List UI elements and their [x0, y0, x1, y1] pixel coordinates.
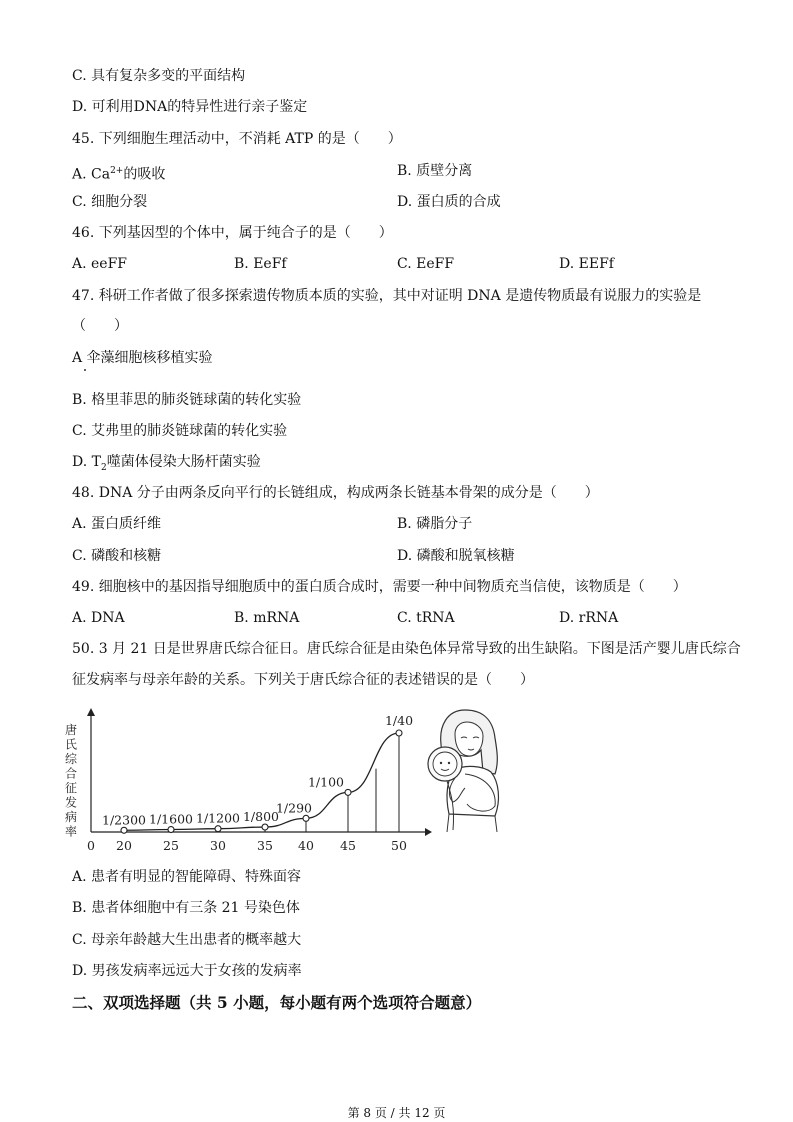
data-point	[303, 815, 309, 821]
data-label: 1/1200	[196, 810, 240, 826]
q47-option-d: D. $T_2$噬菌体侵染大肠杆菌实验	[72, 454, 261, 473]
q46-option-c: C. EeFF	[397, 256, 455, 272]
q48-option-a: A. 蛋白质纤维	[72, 516, 162, 532]
q50-stem-line2: 征发病率与母亲年龄的关系。下列关于唐氏综合征的表述错误的是（ ）	[72, 672, 534, 688]
q50-option-a: A. 患者有明显的智能障碍、特殊面容	[72, 869, 302, 885]
q45-option-d: D. 蛋白质的合成	[397, 194, 501, 210]
q48-option-d: D. 磷酸和脱氧核糖	[397, 548, 515, 564]
x-tick-label: 45	[340, 838, 356, 853]
data-point	[121, 827, 127, 833]
q47-option-c: C. 艾弗里的肺炎链球菌的转化实验	[72, 423, 288, 439]
x-tick-label: 30	[210, 838, 226, 853]
q44-option-d: D. 可利用DNA的特异性进行亲子鉴定	[72, 99, 308, 115]
data-label: 1/40	[384, 713, 414, 728]
y-axis-label-char: 合	[65, 766, 78, 781]
q47-paren: （ ）	[72, 318, 128, 334]
data-point	[168, 827, 174, 833]
q46-option-a: A. eeFF	[72, 256, 128, 272]
q49-option-a: A. DNA	[72, 610, 125, 626]
q49-stem: 49. 细胞核中的基因指导细胞质中的蛋白质合成时，需要一种中间物质充当信使，该物质是（ ）	[72, 579, 687, 595]
y-axis-label-char: 率	[65, 824, 78, 839]
q46-option-d: D. EEFf	[559, 256, 614, 272]
x-tick-label: 20	[116, 838, 132, 853]
down-syndrome-chart	[60, 700, 440, 860]
q50-stem-line1: 50. 3 月 21 日是世界唐氏综合征日。唐氏综合征是由染色体异常导致的出生缺陷。下图是活产婴儿唐氏综合	[72, 641, 741, 657]
y-axis-label-char: 发	[65, 795, 78, 810]
q49-option-b: B. mRNA	[234, 610, 300, 626]
q45-option-c: C. 细胞分裂	[72, 194, 148, 210]
data-label: 1/800	[242, 809, 280, 825]
x-tick-labels	[87, 838, 407, 853]
section-2-heading: 二、双项选择题（共 5 小题，每小题有两个选项符合题意）	[72, 993, 482, 1012]
data-point	[345, 789, 351, 795]
data-label: 1/290	[275, 800, 313, 816]
q49-option-d: D. rRNA	[559, 610, 619, 626]
y-axis-label-char: 病	[65, 810, 78, 824]
q45-option-a: A. $Ca^{2+}$的吸收	[72, 166, 166, 183]
q46-option-b: B. EeFf	[234, 256, 287, 272]
page-footer: 第 8 页 / 共 12 页	[347, 1106, 446, 1120]
q45-option-b: B. 质壁分离	[397, 163, 473, 179]
x-tick-label: 50	[391, 838, 407, 853]
data-label: 1/1600	[149, 811, 193, 827]
q47-option-a: A 伞藻细胞核移植实验	[72, 350, 213, 366]
q50-option-c: C. 母亲年龄越大生出患者的概率越大	[72, 932, 302, 948]
q46-stem: 46. 下列基因型的个体中，属于纯合子的是（ ）	[72, 225, 393, 241]
y-axis-label	[65, 722, 78, 839]
y-axis-label-char: 征	[65, 781, 78, 795]
q48-option-b: B. 磷脂分子	[397, 516, 473, 532]
y-axis-label-char: 唐	[65, 723, 78, 737]
fetus-bubble-icon	[425, 744, 465, 834]
stray-dot	[84, 369, 86, 371]
y-axis-label-char: 氏	[65, 737, 78, 752]
q50-option-d: D. 男孩发病率远远大于女孩的发病率	[72, 963, 302, 979]
y-axis-label-text	[65, 722, 78, 839]
data-label: 1/100	[307, 774, 345, 790]
q44-option-c: C. 具有复杂多变的平面结构	[72, 68, 246, 84]
q48-stem: 48. DNA 分子由两条反向平行的长链组成，构成两条长链基本骨架的成分是（ ）	[72, 485, 599, 501]
data-label: 1/2300	[102, 812, 146, 828]
q48-option-c: C. 磷酸和核糖	[72, 548, 162, 564]
y-axis-label-char: 综	[65, 752, 78, 766]
q45-stem: 45. 下列细胞生理活动中，不消耗 ATP 的是（ ）	[72, 131, 402, 147]
data-point	[396, 730, 402, 736]
x-tick-label: 0	[87, 838, 95, 853]
q47-option-b: B. 格里菲思的肺炎链球菌的转化实验	[72, 392, 302, 408]
x-tick-label: 40	[298, 838, 314, 853]
data-point	[262, 824, 268, 830]
data-point	[215, 826, 221, 832]
x-tick-label: 35	[257, 838, 273, 853]
q47-stem: 47. 科研工作者做了很多探索遗传物质本质的实验，其中对证明 DNA 是遗传物质最有说服力的实验是	[72, 288, 702, 304]
x-tick-label: 25	[163, 838, 179, 853]
q49-option-c: C. tRNA	[397, 610, 455, 626]
q50-option-b: B. 患者体细胞中有三条 21 号染色体	[72, 900, 300, 916]
data-labels	[102, 713, 413, 827]
y-axis-arrow	[87, 708, 95, 716]
